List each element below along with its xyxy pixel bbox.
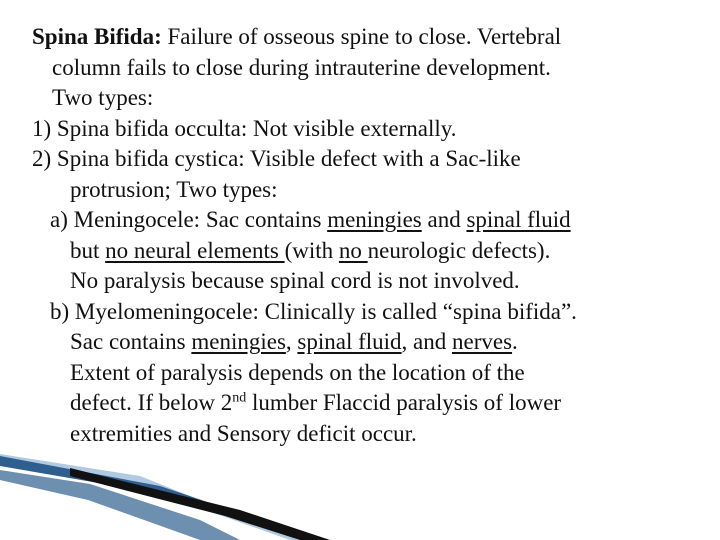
myelomeningocele-line-5: extremities and Sensory deficit occur. (70, 420, 417, 446)
intro-line-1: Spina Bifida: Failure of osseous spine to close. Vertebral (32, 24, 562, 49)
meningocele-line-2: but no neural elements (with no neurologic defects). (70, 237, 551, 263)
meningocele-line-3: No paralysis because spinal cord is not involved. (70, 268, 520, 293)
intro-line-2: column fails to close during intrauterine development. (52, 54, 551, 80)
myelomeningocele-line-3: Extent of paralysis depends on the location of the (70, 359, 525, 385)
myelomeningocele-line-2: Sac contains meningies, spinal fluid, and nerves. (70, 329, 518, 354)
type-1-line: 1) Spina bifida occulta: Not visible externally. (32, 115, 457, 141)
type-2-line-1: 2) Spina bifida cystica: Visible defect with a Sac-like (32, 146, 521, 171)
slide-text-body (32, 22, 712, 449)
meningocele-line-1: a) Meningocele: Sac contains meningies and spinal fluid (50, 207, 571, 232)
heading-term: Spina Bifida: (32, 24, 162, 49)
intro-line-3: Two types: (52, 85, 154, 110)
type-2-line-2: protrusion; Two types: (70, 176, 278, 202)
myelomeningocele-line-4: defect. If below 2nd lumber Flaccid paralysis of lower (70, 390, 562, 415)
myelomeningocele-line-1: b) Myelomeningocele: Clinically is called “spina bifida”. (50, 298, 577, 324)
